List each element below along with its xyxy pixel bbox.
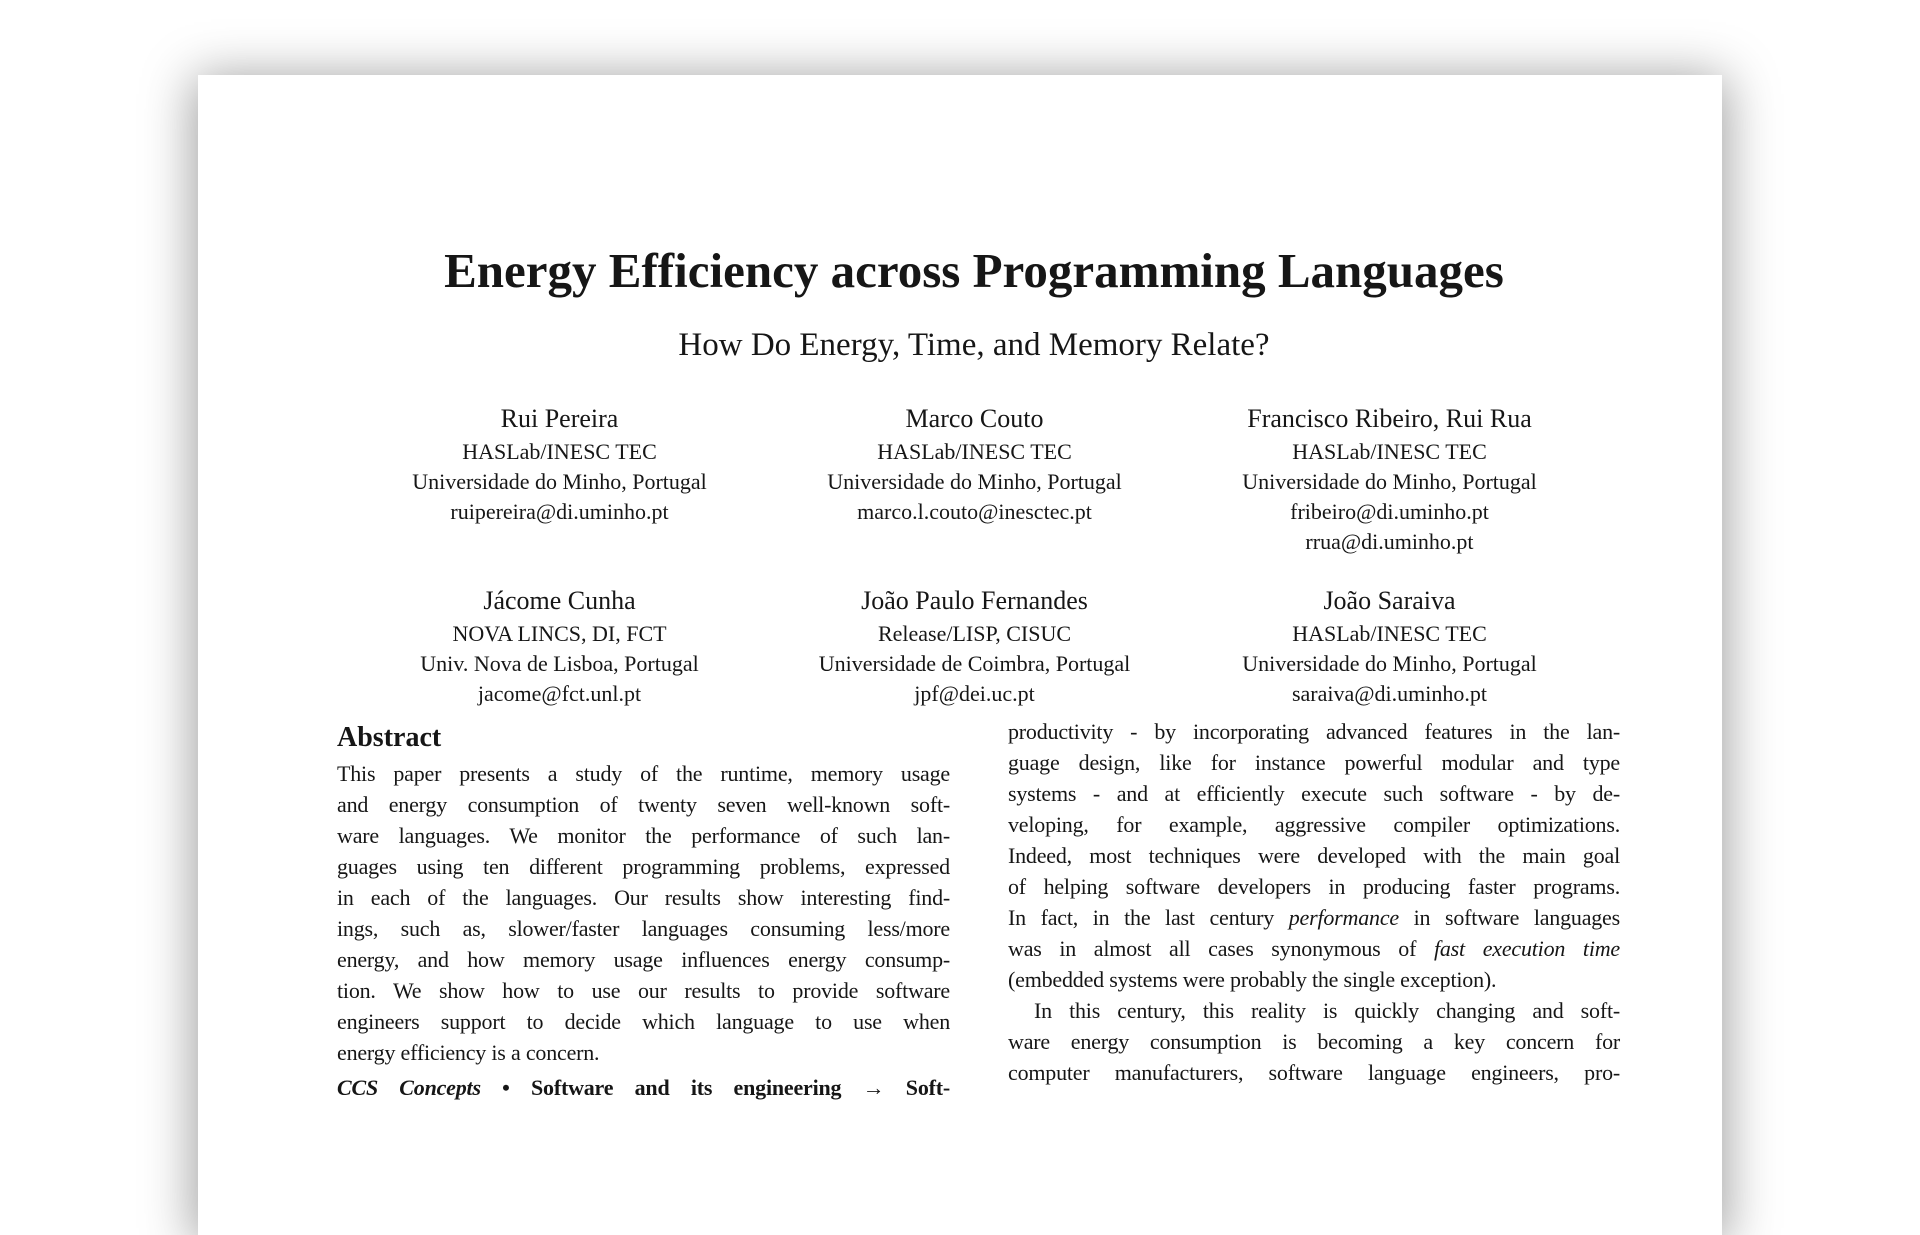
ccs-concepts-text: • Software and its engineering → Soft- — [502, 1075, 950, 1100]
abstract-line: guages using ten different programming problems, expressed — [337, 854, 950, 879]
body-text-segment: in software languages — [1398, 905, 1620, 930]
abstract-heading: Abstract — [337, 722, 442, 753]
ccs-concepts-line — [337, 1072, 950, 1103]
body-line: In this century, this reality is quickly changing and soft- — [1034, 998, 1620, 1023]
abstract-line: This paper presents a study of the runtime, memory usage — [337, 761, 950, 786]
author-name: Jácome Cunha — [483, 586, 636, 615]
author-block-francisco-ribeiro-rui-rua — [1182, 401, 1597, 557]
right-column — [1008, 716, 1620, 1103]
body-line: of helping software developers in producing faster programs. — [1008, 874, 1620, 899]
body-line — [1008, 933, 1620, 964]
author-grid — [198, 401, 1722, 709]
body-line — [1008, 902, 1620, 933]
author-name: João Saraiva — [1323, 586, 1456, 615]
author-name: Rui Pereira — [500, 404, 619, 433]
body-text-italic: fast execution time — [1433, 936, 1621, 961]
author-affiliation: Universidade do Minho, Portugal — [412, 469, 707, 494]
paper-subtitle: How Do Energy, Time, and Memory Relate? — [678, 327, 1270, 363]
body-text-segment: was in almost all cases synonymous of — [1008, 936, 1434, 961]
author-affiliation: HASLab/INESC TEC — [1292, 439, 1487, 464]
paper-header — [212, 243, 1736, 365]
author-name: João Paulo Fernandes — [861, 586, 1088, 615]
abstract-line: energy efficiency is a concern. — [337, 1040, 600, 1065]
author-email: jacome@fct.unl.pt — [477, 681, 642, 706]
author-email: fribeiro@di.uminho.pt — [1290, 499, 1489, 524]
body-line: computer manufacturers, software language engineers, pro- — [1008, 1060, 1620, 1085]
author-email: ruipereira@di.uminho.pt — [450, 499, 669, 524]
author-affiliation: HASLab/INESC TEC — [462, 439, 657, 464]
abstract-line: engineers support to decide which language to use when — [337, 1009, 950, 1034]
body-text-segment: In fact, in the last century — [1008, 905, 1289, 930]
author-block-jacome-cunha — [352, 583, 767, 709]
body-columns — [198, 719, 1722, 1103]
author-block-joao-saraiva — [1182, 583, 1597, 709]
abstract-line: energy, and how memory usage influences energy consump- — [337, 947, 950, 972]
author-affiliation: NOVA LINCS, DI, FCT — [452, 621, 667, 646]
body-line: productivity - by incorporating advanced features in the lan- — [1008, 719, 1620, 744]
author-affiliation: Release/LISP, CISUC — [877, 621, 1072, 646]
ccs-concepts-label: CCS Concepts — [337, 1075, 503, 1100]
body-line: guage design, like for instance powerful modular and type — [1008, 750, 1620, 775]
body-line: (embedded systems were probably the single exception). — [1008, 967, 1497, 992]
abstract-line: ware languages. We monitor the performance of such lan- — [337, 823, 950, 848]
author-email: jpf@dei.uc.pt — [914, 681, 1035, 706]
author-affiliation: Universidade de Coimbra, Portugal — [818, 651, 1131, 676]
author-name: Francisco Ribeiro, Rui Rua — [1247, 404, 1532, 433]
body-text-italic: performance — [1288, 905, 1399, 930]
author-affiliation: HASLab/INESC TEC — [877, 439, 1072, 464]
author-block-marco-couto — [767, 401, 1182, 557]
abstract-line: in each of the languages. Our results show interesting find- — [337, 885, 950, 910]
abstract-line: ings, such as, slower/faster languages consuming less/more — [337, 916, 950, 941]
author-name: Marco Couto — [905, 404, 1044, 433]
author-affiliation: Universidade do Minho, Portugal — [827, 469, 1122, 494]
body-line: ware energy consumption is becoming a key concern for — [1008, 1029, 1620, 1054]
author-email: rrua@di.uminho.pt — [1305, 529, 1474, 554]
body-line: veloping, for example, aggressive compiler optimizations. — [1008, 812, 1620, 837]
author-email: saraiva@di.uminho.pt — [1291, 681, 1487, 706]
paper-title: Energy Efficiency across Programming Languages — [444, 243, 1504, 298]
author-block-joao-paulo-fernandes — [767, 583, 1182, 709]
author-block-rui-pereira — [352, 401, 767, 557]
author-affiliation: Universidade do Minho, Portugal — [1242, 651, 1537, 676]
abstract-line: and energy consumption of twenty seven well-known soft- — [337, 792, 950, 817]
body-line: systems - and at efficiently execute such software - by de- — [1008, 781, 1620, 806]
author-affiliation: HASLab/INESC TEC — [1292, 621, 1487, 646]
left-column — [337, 722, 950, 1103]
author-email: marco.l.couto@inesctec.pt — [857, 499, 1092, 524]
body-line: Indeed, most techniques were developed with the main goal — [1008, 843, 1620, 868]
abstract-line: tion. We show how to use our results to provide software — [337, 978, 950, 1003]
author-affiliation: Universidade do Minho, Portugal — [1242, 469, 1537, 494]
paper-page — [198, 75, 1722, 1235]
author-affiliation: Univ. Nova de Lisboa, Portugal — [420, 651, 699, 676]
